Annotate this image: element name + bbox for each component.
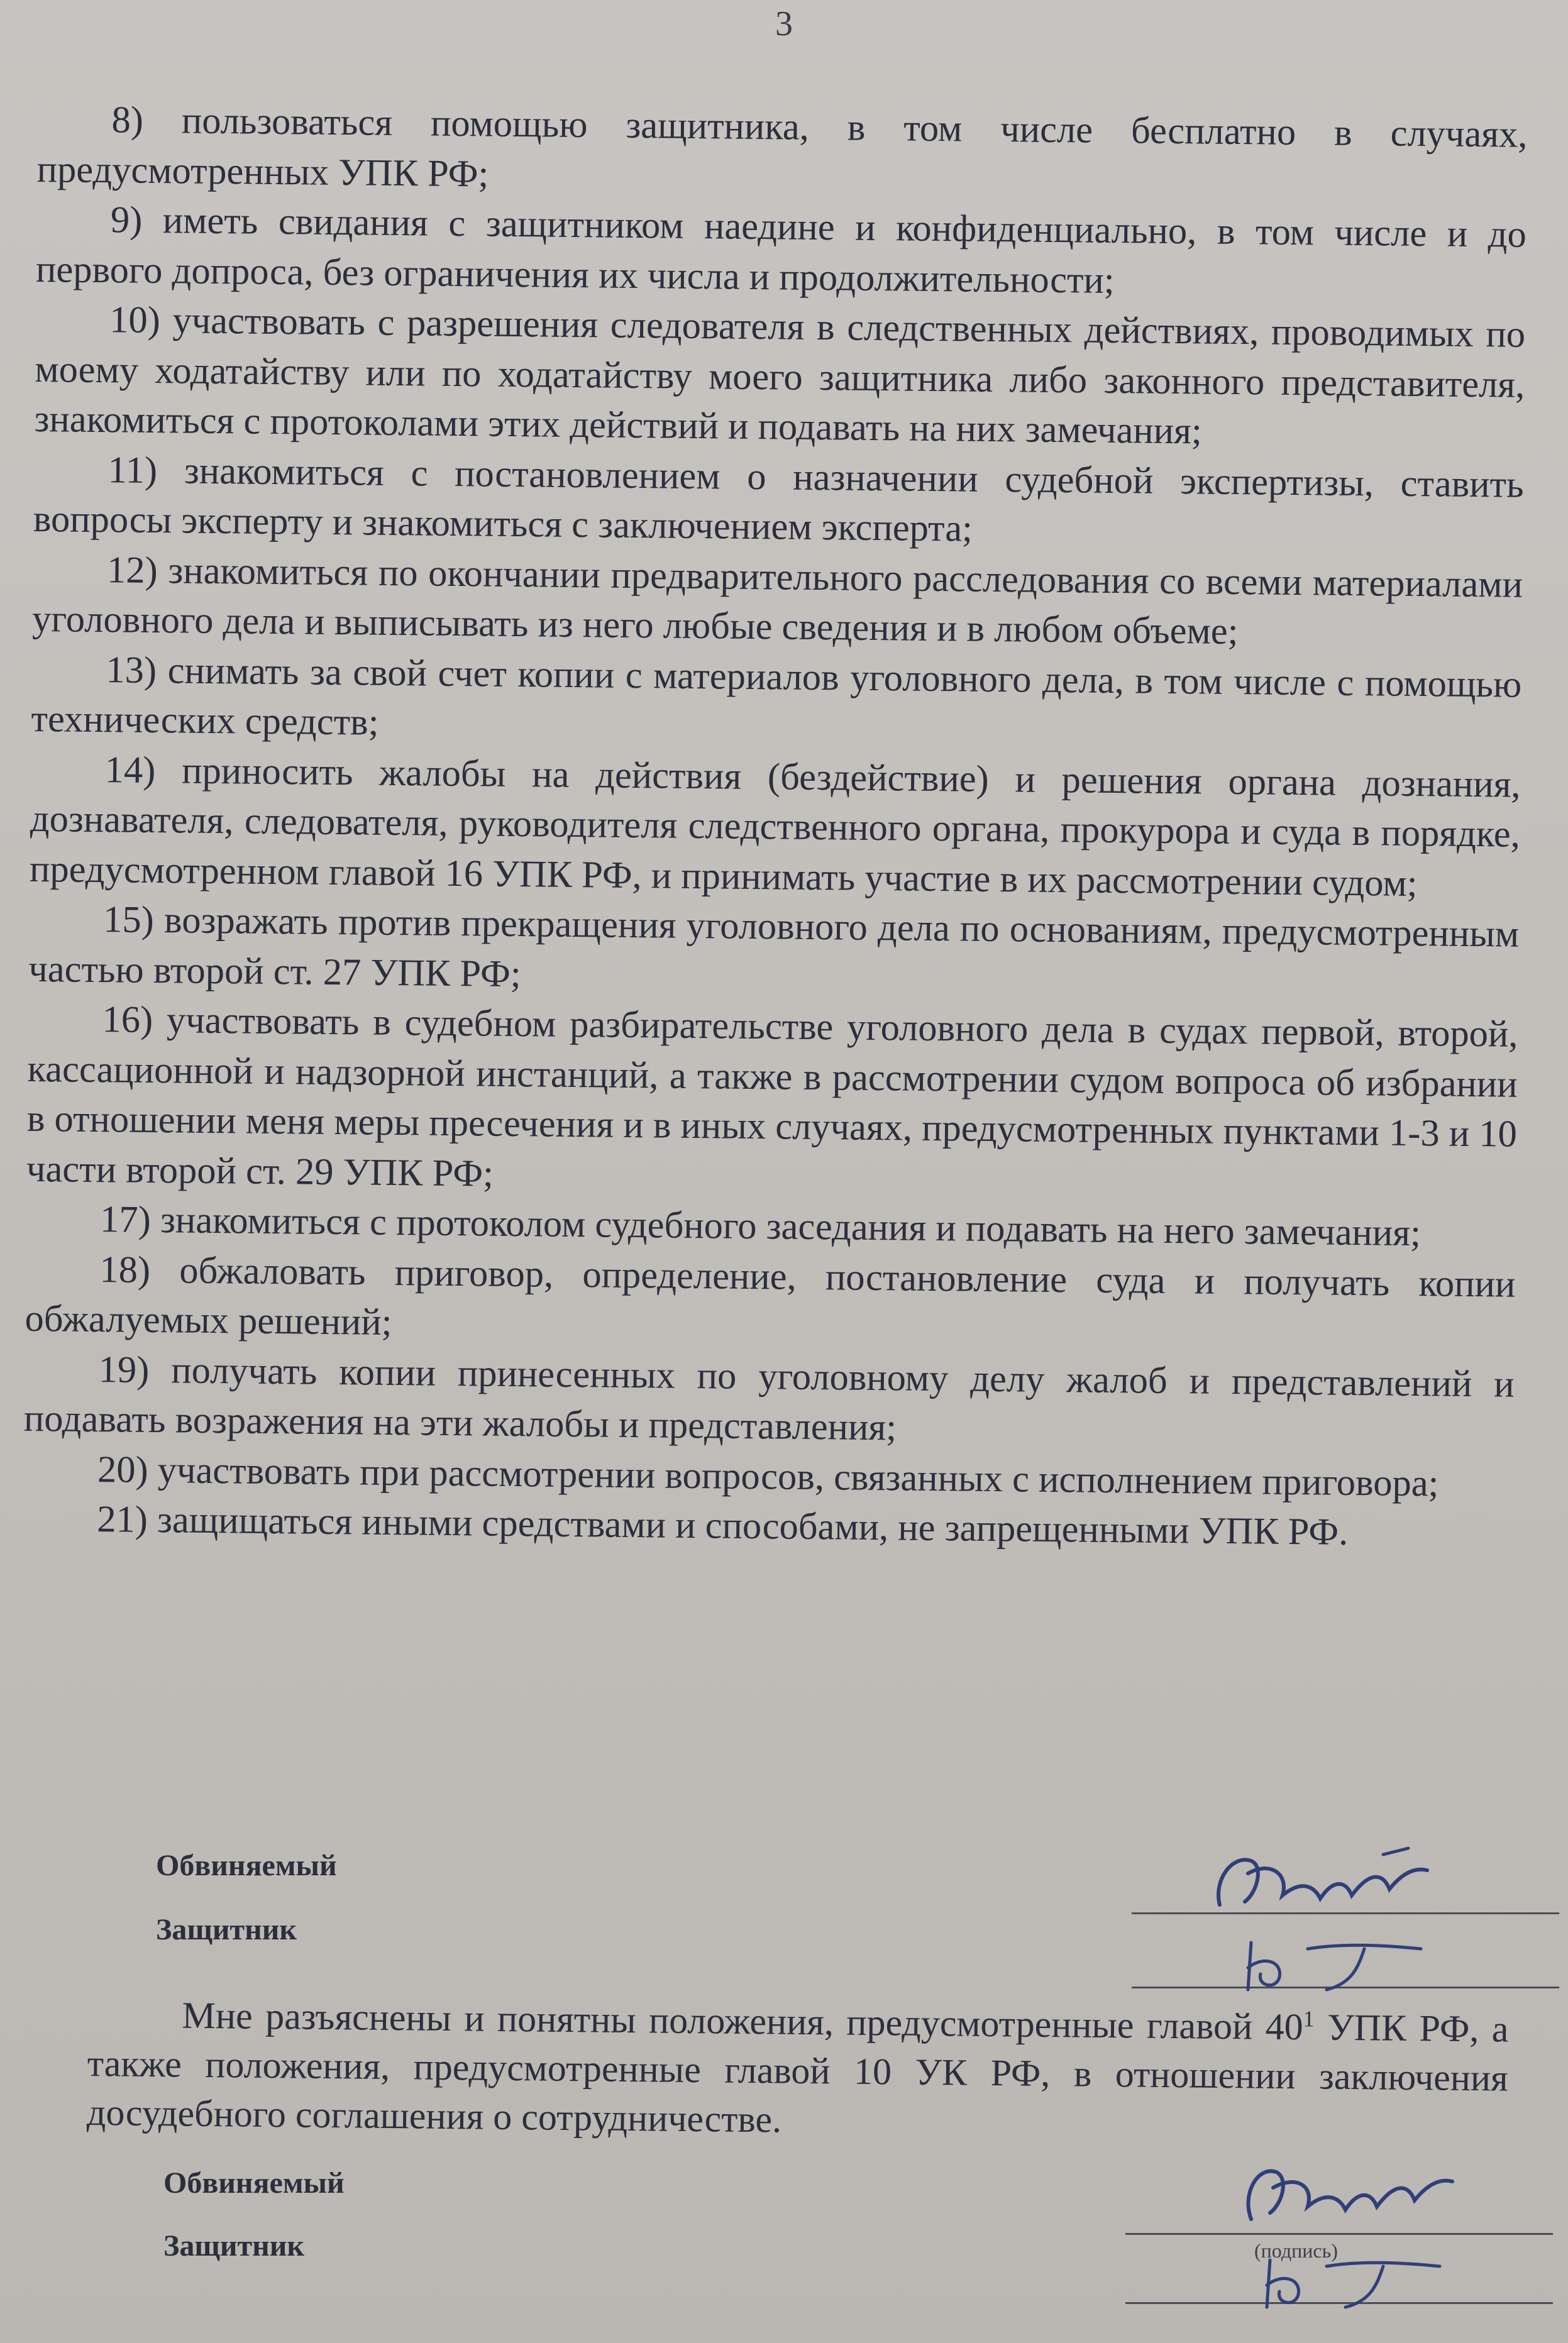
right-item-13: 13) снимать за свой счет копии с материалов уголовного дела, в том числе с помощью технических средств; xyxy=(31,648,1522,744)
explanation-paragraph xyxy=(87,1990,1509,2152)
defender-label-2: Защитник xyxy=(163,2229,305,2263)
right-item-11: 11) знакомиться с постановлением о назначении судебной экспертизы, ставить вопросы эксперту и знакомиться с заключением эксперта; xyxy=(33,448,1524,550)
right-item-9: 9) иметь свидания с защитником наедине и конфиденциально, в том числе и до первого допроса, без ограничения их числа и продолжительности; xyxy=(35,199,1527,302)
signature-block-2 xyxy=(0,2163,1568,2326)
signature-block-1 xyxy=(0,1836,1568,1999)
right-item-17: 17) знакомиться с протоколом судебного заседания и подавать на него замечания; xyxy=(99,1198,1422,1255)
page-number: 3 xyxy=(775,4,793,43)
defender-signature-2 xyxy=(1251,2251,1477,2313)
right-item-15: 15) возражать против прекращения уголовного дела по основаниям, предусмотренным частью второй ст. 27 УПК РФ; xyxy=(28,898,1520,995)
right-item-18: 18) обжаловать приговор, определение, постановление суда и получать копии обжалуемых решений; xyxy=(25,1248,1516,1344)
defender-signature xyxy=(1232,1930,1459,1999)
right-item-19: 19) получать копии принесенных по уголовному делу жалоб и представлений и подавать возражения на эти жалобы и представления; xyxy=(23,1348,1515,1449)
rights-list xyxy=(23,94,1528,1559)
accused-signature-line-2 xyxy=(1125,2233,1553,2235)
right-item-10: 10) участвовать с разрешения следователя в следственных действиях, проводимых по моему ходатайству или по ходатайству моего защитника либо законного представителя, знакомиться с протоколами этих действий и подавать на них замечания; xyxy=(34,299,1526,453)
accused-signature-2 xyxy=(1213,2150,1490,2232)
right-item-21: 21) защищаться иными средствами и способами, не запрещенными УПК РФ. xyxy=(96,1498,1349,1553)
right-item-20: 20) участвовать при рассмотрении вопросов, связанных с исполнением приговора; xyxy=(97,1448,1439,1504)
accused-signature xyxy=(1195,1836,1484,1924)
explanation-text-1: Мне разъяснены и понятны положения, предусмотренные главой 40 xyxy=(182,1994,1304,2048)
right-item-12: 12) знакомиться по окончании предварительного расследования со всеми материалами уголовного дела и выписывать из него любые сведения и в любом объеме; xyxy=(31,548,1523,653)
signature-caption: (подпись) xyxy=(1254,2239,1338,2262)
right-item-16: 16) участвовать в судебном разбирательстве уголовного дела в судах первой, второй, кассационной и надзорной инстанций, а также в рассмотрении судом вопроса об избрании в отношении меня меры пресечения и в иных случаях, предусмотренных пунктами 1-3 и 10 части второй ст. 29 УПК РФ; xyxy=(26,998,1518,1195)
right-item-14: 14) приносить жалобы на действия (бездействие) и решения органа дознания, дознавателя, следователя, руководителя следственного органа, прокурора и суда в порядке, предусмотренном главой 16 УПК РФ, и принимать участие в их рассмотрении судом; xyxy=(29,748,1521,905)
explanation-text-2: УПК РФ, а также положения, предусмотренные главой 10 УК РФ, в отношении заключения досудебного соглашения о сотрудничестве. xyxy=(86,2006,1509,2141)
defender-label: Защитник xyxy=(156,1913,297,1946)
accused-label: Обвиняемый xyxy=(156,1849,337,1882)
chapter-superscript: 1 xyxy=(1303,2006,1315,2032)
accused-label-2: Обвиняемый xyxy=(163,2166,345,2200)
right-item-8: 8) пользоваться помощью защитника, в том числе бесплатно в случаях, предусмотренных УПК РФ; xyxy=(36,99,1528,196)
